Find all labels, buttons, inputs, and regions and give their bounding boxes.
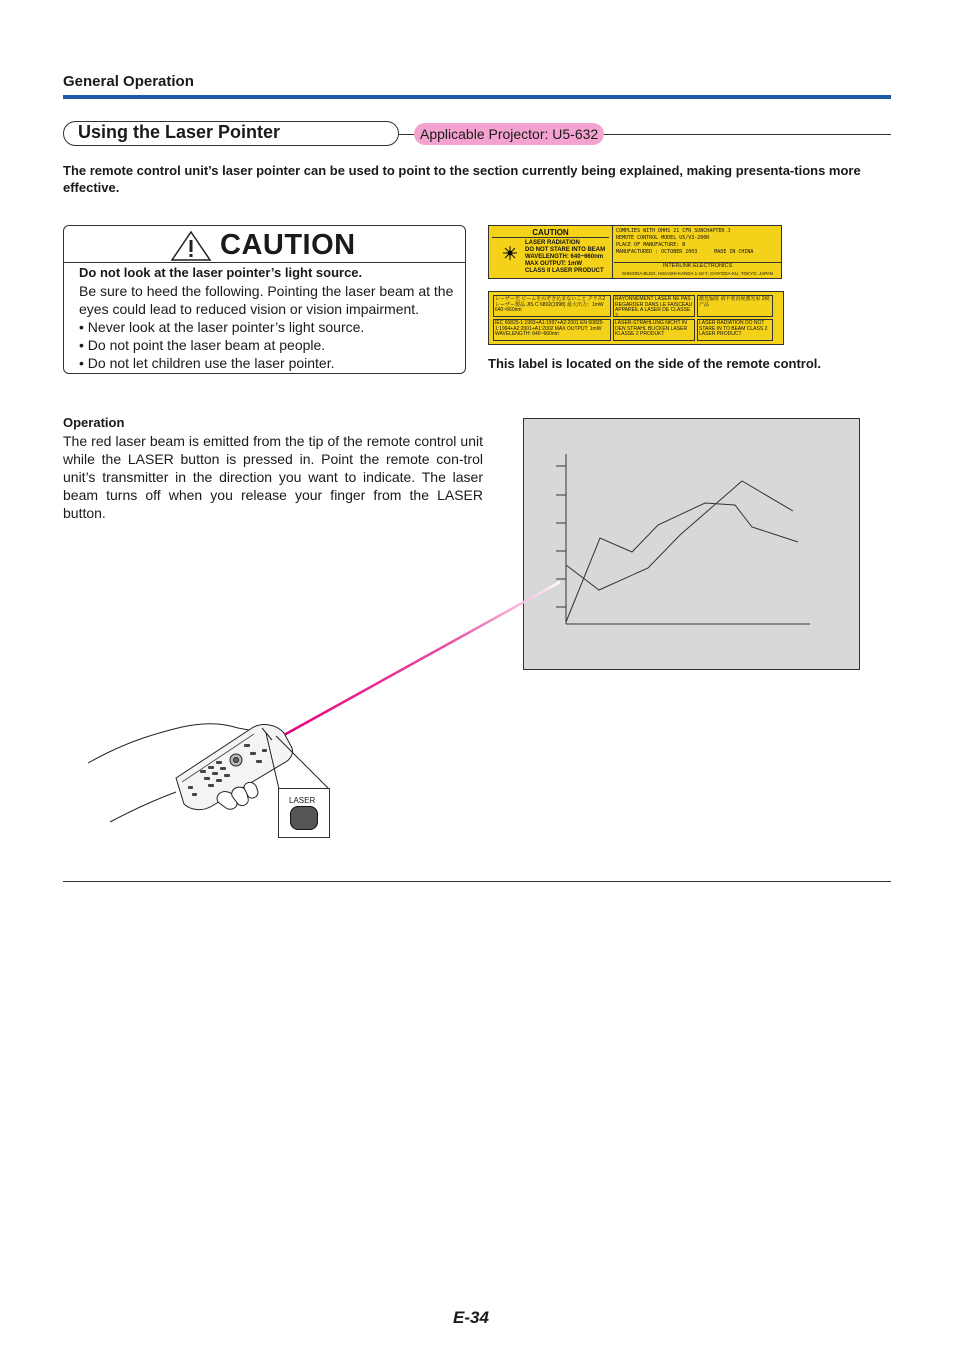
label1-caution: CAUTION <box>492 228 609 238</box>
label1-left-line: LASER RADIATION <box>525 240 580 246</box>
caution-item: • Never look at the laser pointer’s light source. <box>79 318 459 336</box>
label1-right-line: COMPLIES WITH DHHS 21 CFR SUBCHAPTER J <box>616 228 731 234</box>
label2-cell: LASER RADIATION DO NOT STARE IN TO BEAM CLASS 2 LASER PRODUCT <box>697 319 773 341</box>
laser-beam <box>284 582 560 735</box>
label1-right-line: PLACE OF MANUFACTURE: B <box>616 242 686 248</box>
label1-left-line: MAX OUTPUT: 1mW <box>525 261 582 267</box>
caution-lead: Do not look at the laser pointer’s light source. <box>79 265 363 280</box>
label2-cell: IEC 60825-1:1993+A1:1997+A2:2001 EN 60825-1:1994+A2:2001+A1:2002 MAX OUTPUT: 1mW WAVELENGTH: 640~660nm <box>493 319 611 341</box>
label1-right-line: MADE IN CHINA <box>714 249 754 255</box>
bottom-rule <box>63 881 891 882</box>
label2-cell: レーザー光 ビームをのぞき込まないこと クラス2レーザー製品 JIS C 6802(1998) 最大出力：1mW 640~660nm <box>493 295 611 317</box>
applicable-projector-badge: Applicable Projector: U5-632 <box>414 123 604 145</box>
page-number: E-34 <box>453 1308 489 1327</box>
caution-title: CAUTION <box>220 229 356 261</box>
label1-right-line: MANUFACTURED : OCTOBER 2003 <box>616 249 698 255</box>
caution-item: • Do not let children use the laser pointer. <box>79 354 459 372</box>
label1-left-line: WAVELENGTH: 640~660nm <box>525 254 604 260</box>
section-title: General Operation <box>63 73 194 90</box>
label1-left-line: DO NOT STARE INTO BEAM <box>525 247 606 253</box>
laser-button[interactable] <box>290 806 318 830</box>
label2-cell: LASER-STRAHLUNG NICHT IN DEN STRAHL BLICKEN LASER KLASSE 2 PRODUKT <box>613 319 695 341</box>
laser-button-label: LASER <box>289 796 316 805</box>
operation-body: The red laser beam is emitted from the tip of the remote control unit while the LASER button is pressed in. Point the remote con-trol unit’s transmitter in the direction you want to indicate. The laser beam turns off when you release your finger from the LASER button. <box>63 433 483 521</box>
label2-cell: RAYONNEMENT LASER NE PAS REGARDER DANS LE FAISCEAU APPAREIL A LASER DE CLASSE 2 <box>613 295 695 317</box>
label1-company: INTERLINK ELECTRONICS <box>662 263 733 269</box>
operation-title: Operation <box>63 415 125 430</box>
intro-text: The remote control unit’s laser pointer can be used to point to the section currently being explained, making presenta-tions more effective. <box>63 163 861 195</box>
page-title: Using the Laser Pointer <box>78 122 281 142</box>
caution-item: • Do not point the laser beam at people. <box>79 336 459 354</box>
screen-chart <box>556 454 810 624</box>
label1-left-line: CLASS II LASER PRODUCT <box>525 268 604 274</box>
label2-cell: 激光辐射 请不要直视激光束 2级产品 <box>697 295 773 317</box>
label-caption: This label is located on the side of the remote control. <box>488 356 821 371</box>
caution-text: Be sure to heed the following. Pointing the laser beam at the eyes could lead to reduced vision or vision impairment. <box>79 283 454 317</box>
label1-right-line: REMOTE CONTROL MODEL U5/V3-200R <box>616 235 710 241</box>
hand-with-remote <box>88 724 293 822</box>
label1-address: SHINODA BLDG, HIGASHI-KANDA 1-10-7, CHIYODA-KU, TOKYO, JAPAN <box>621 271 774 276</box>
